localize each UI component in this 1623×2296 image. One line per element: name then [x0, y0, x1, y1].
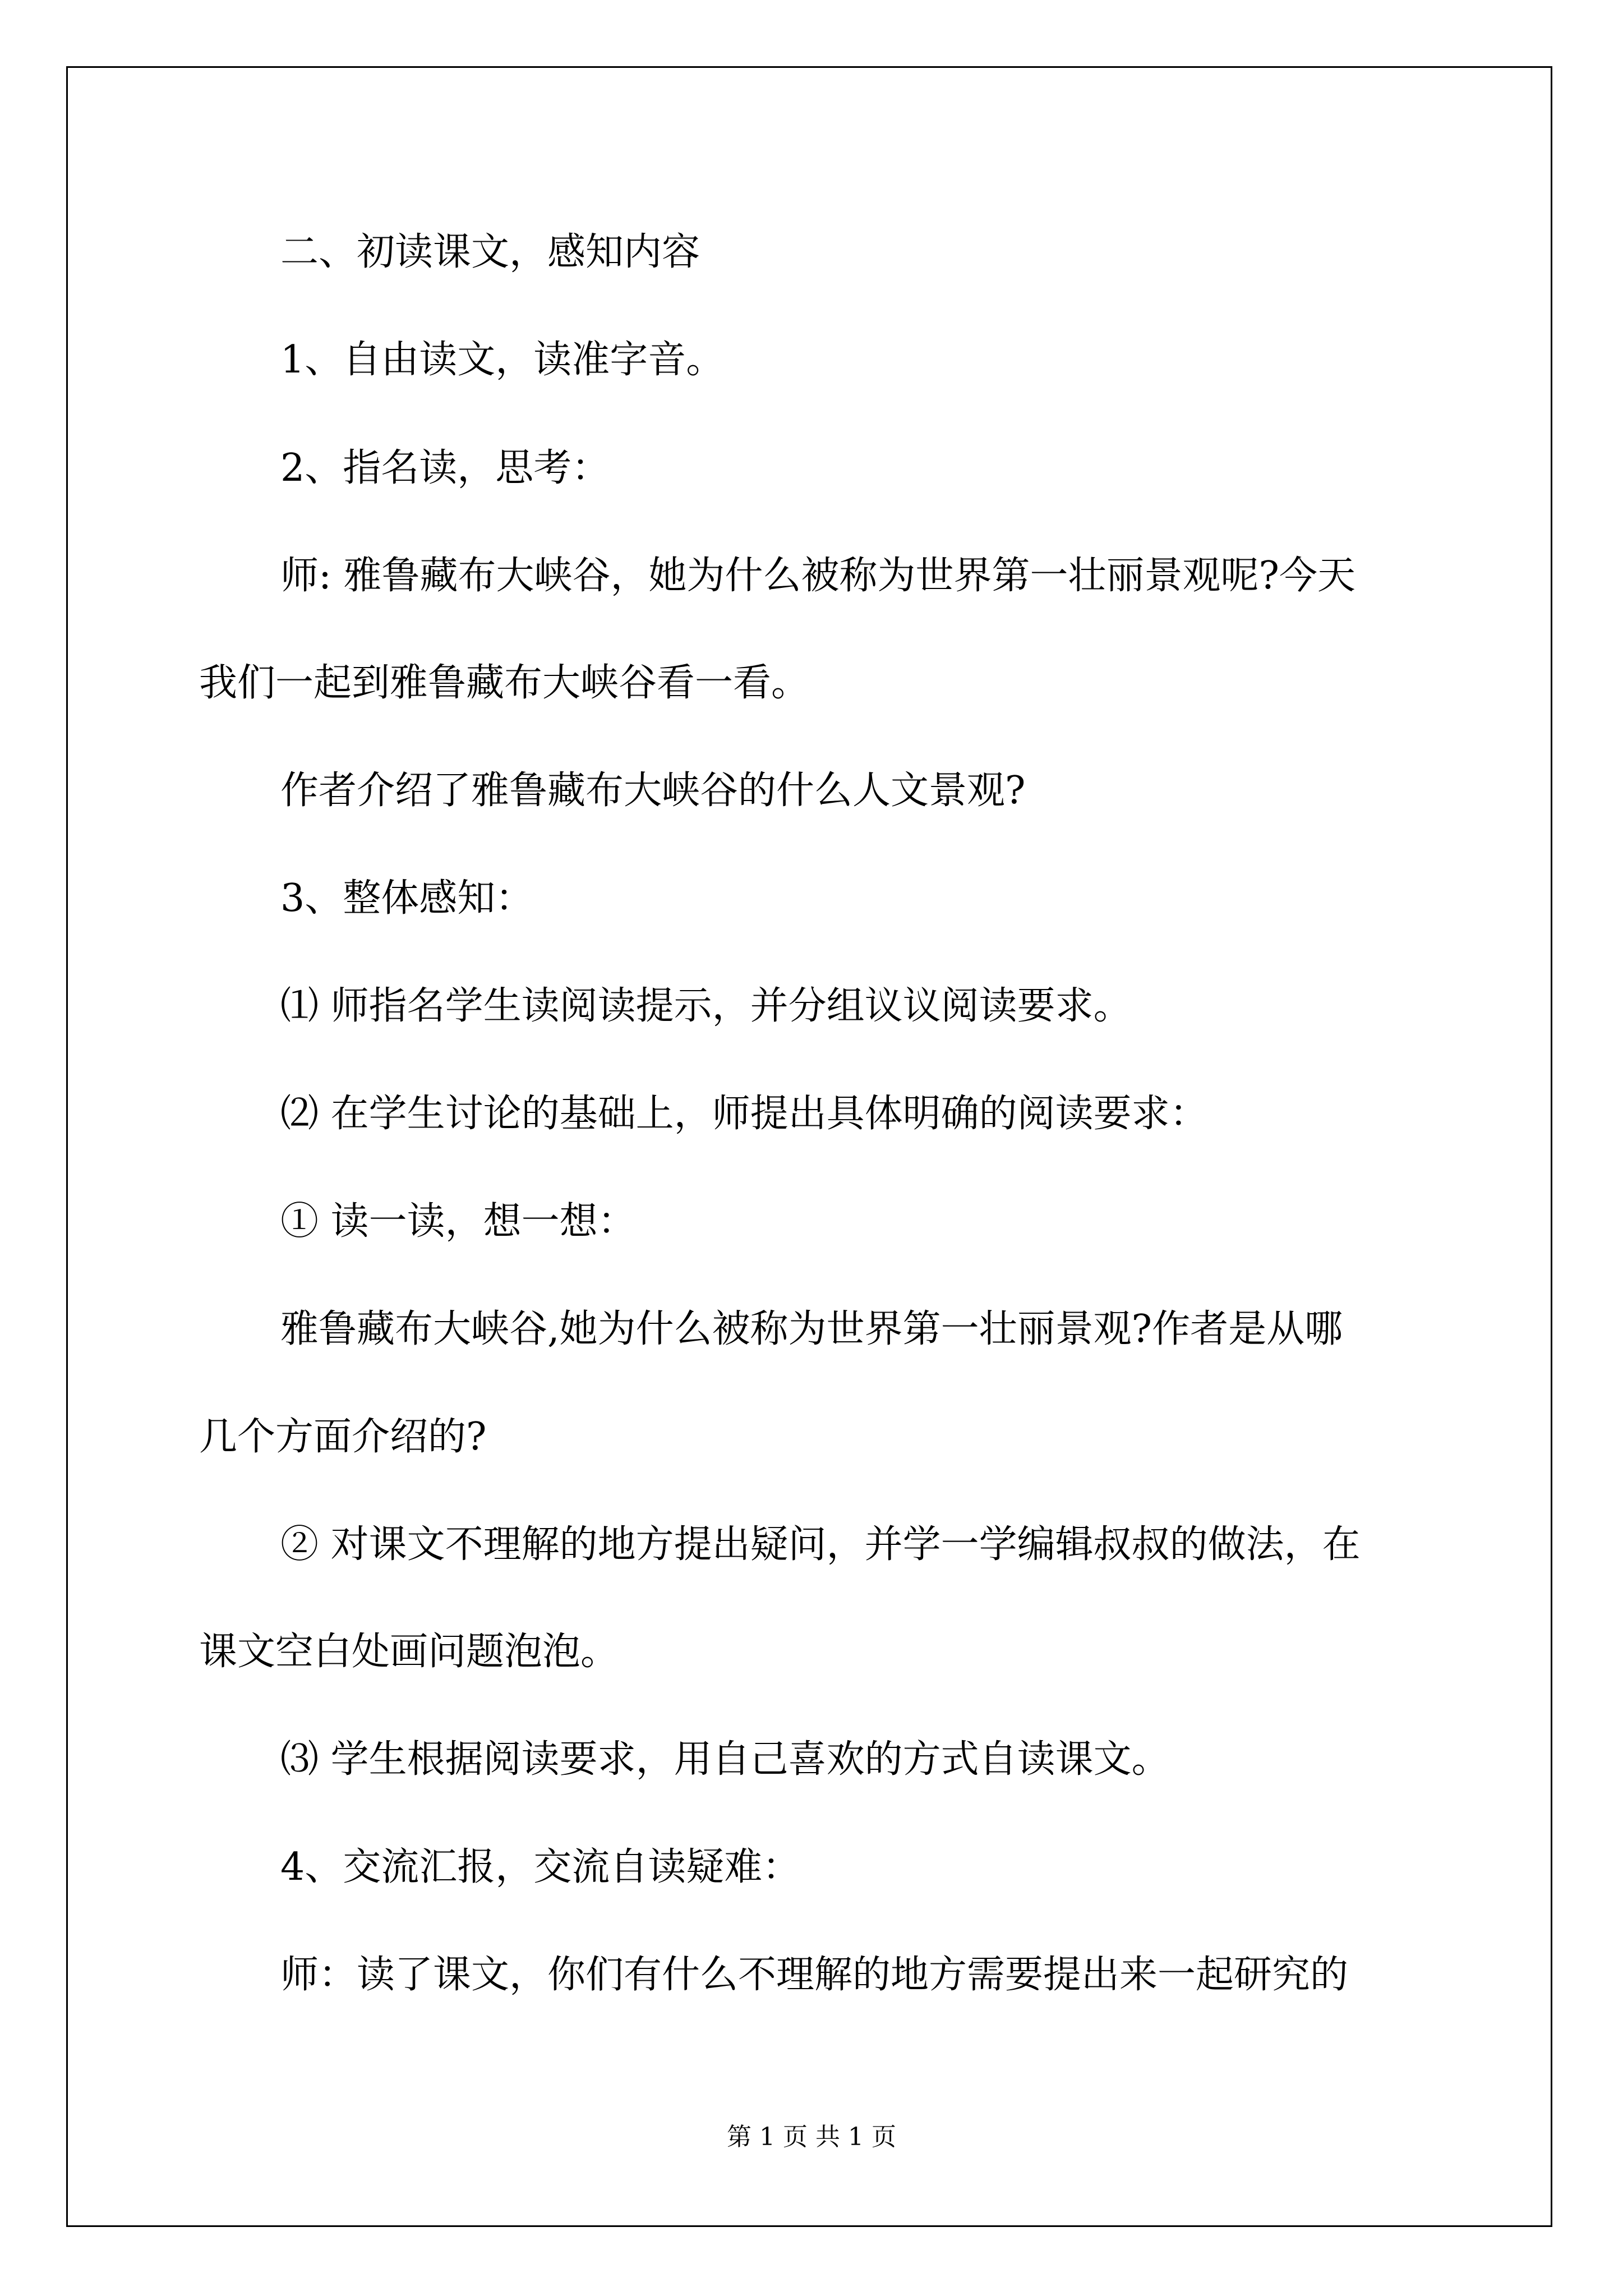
- text-line: ⑵ 在学生讨论的基础上，师提出具体明确的阅读要求：: [280, 1092, 1208, 1136]
- text-line: 1、自由读文，读准字音。: [280, 338, 725, 382]
- text-line: 2、指名读，思考：: [280, 446, 610, 490]
- text-line: 作者介绍了雅鲁藏布大峡谷的什么人文景观?: [280, 769, 1026, 813]
- heading-first-reading: 二、初读课文，感知内容: [280, 230, 700, 274]
- page-border: [66, 66, 1552, 2227]
- text-line: ⑴ 师指名学生读阅读提示，并分组议议阅读要求。: [280, 984, 1132, 1028]
- text-line: ⑶ 学生根据阅读要求，用自己喜欢的方式自读课文。: [280, 1737, 1170, 1782]
- text-line: 雅鲁藏布大峡谷,她为什么被称为世界第一壮丽景观?作者是从哪: [280, 1307, 1343, 1351]
- text-line: 师: 雅鲁藏布大峡谷，她为什么被称为世界第一壮丽景观呢?今天: [280, 554, 1355, 598]
- text-line: ① 读一读，想一想：: [280, 1199, 636, 1244]
- text-line: 4、交流汇报，交流自读疑难：: [280, 1845, 801, 1889]
- text-line: ② 对课文不理解的地方提出疑问，并学一学编辑叔叔的做法，在: [280, 1522, 1361, 1567]
- text-line: 几个方面介绍的?: [199, 1415, 487, 1459]
- text-line: 课文空白处画问题泡泡。: [199, 1630, 619, 1674]
- text-line: 我们一起到雅鲁藏布大峡谷看一看。: [199, 661, 810, 705]
- page-footer: 第 1 页 共 1 页: [727, 2123, 896, 2151]
- text-line: 师：读了课文，你们有什么不理解的地方需要提出来一起研究的: [280, 1953, 1349, 1997]
- text-line: 3、整体感知：: [280, 876, 534, 921]
